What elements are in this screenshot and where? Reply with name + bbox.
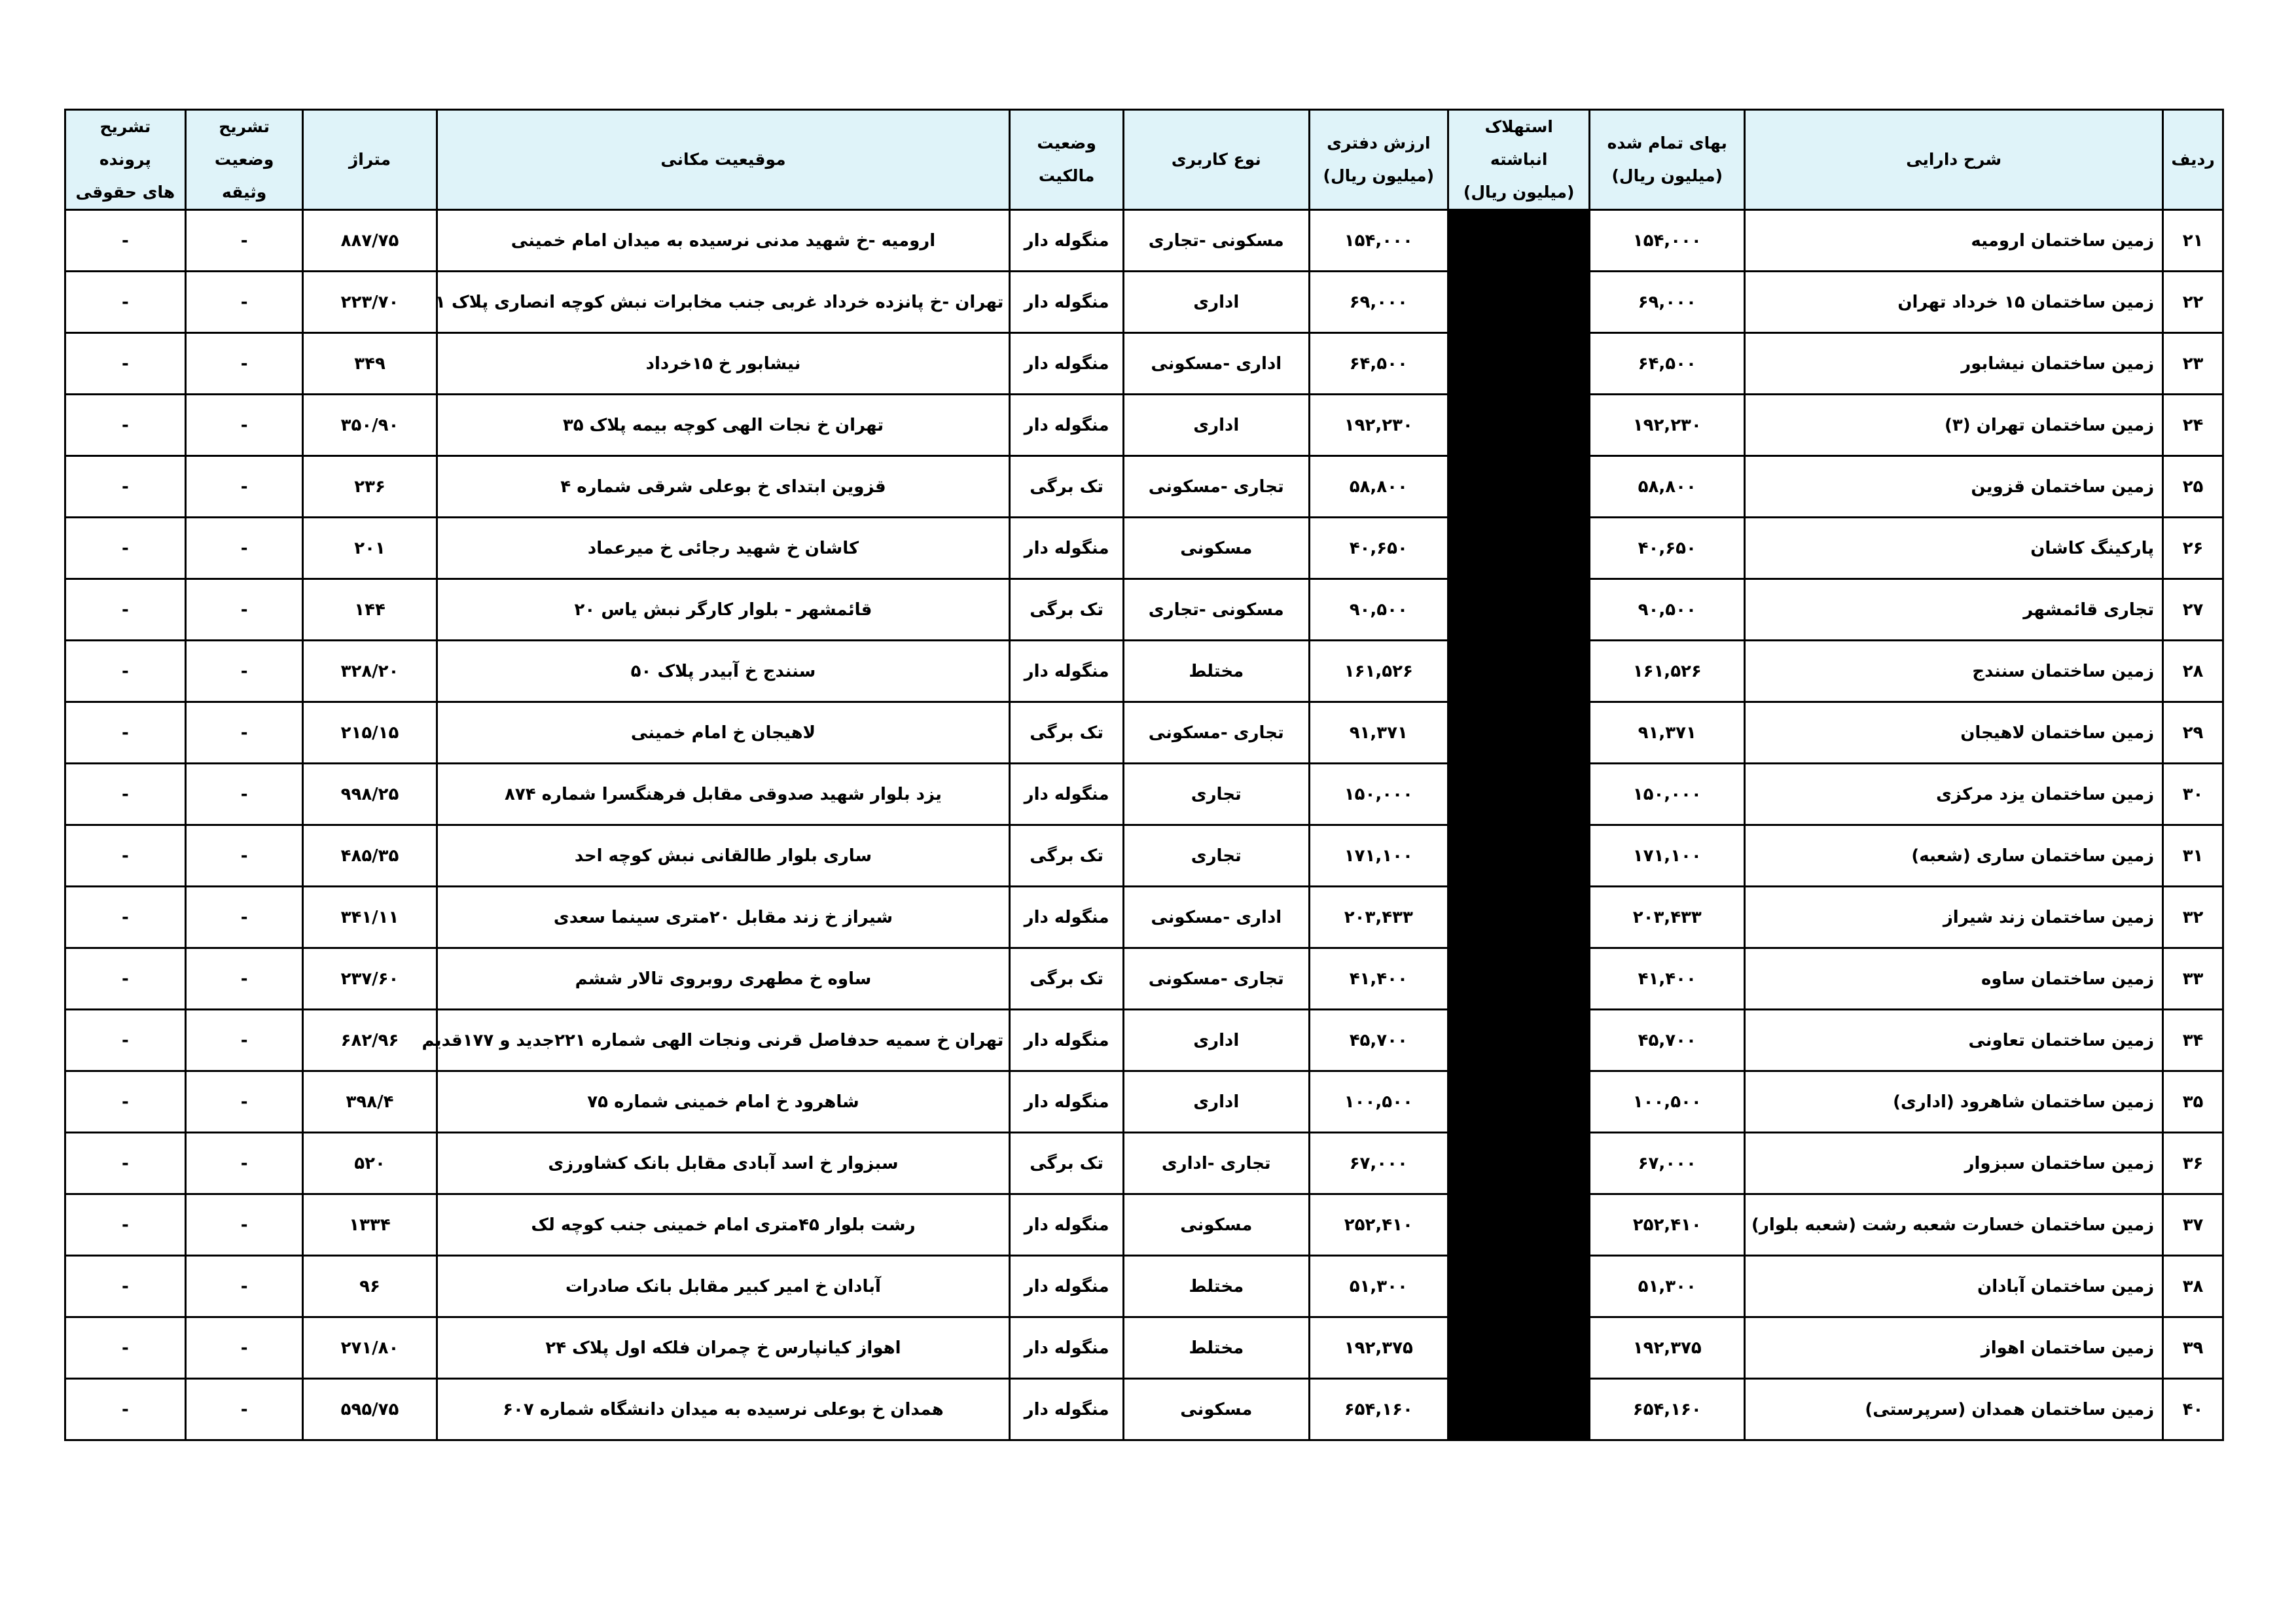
cell-usage: تجاری -مسکونی bbox=[1123, 702, 1309, 764]
cell-usage: مسکونی bbox=[1123, 1379, 1309, 1440]
cell-description: زمین ساختمان سنندج bbox=[1745, 641, 2163, 702]
cell-area: ۳۴۱/۱۱ bbox=[303, 887, 437, 948]
cell-usage: مسکونی -تجاری bbox=[1123, 579, 1309, 641]
cell-description: زمین ساختمان شاهرود (اداری) bbox=[1745, 1071, 2163, 1133]
table-row bbox=[65, 948, 2223, 1010]
cell-ownership: تک برگی bbox=[1010, 948, 1124, 1010]
cell-ownership: تک برگی bbox=[1010, 456, 1124, 518]
cell-description: زمین ساختمان سبزوار bbox=[1745, 1133, 2163, 1194]
cell-ownership: منگوله دار bbox=[1010, 1194, 1124, 1256]
cell-mortgage: - bbox=[185, 702, 303, 764]
table-row bbox=[65, 456, 2223, 518]
cell-cost: ۱۵۰,۰۰۰ bbox=[1590, 764, 1745, 825]
cell-legal: - bbox=[65, 518, 186, 579]
cell-area: ۹۹۸/۲۵ bbox=[303, 764, 437, 825]
cell-description: زمین ساختمان ارومیه bbox=[1745, 210, 2163, 272]
cell-usage: تجاری -اداری bbox=[1123, 1133, 1309, 1194]
cell-area: ۳۵۰/۹۰ bbox=[303, 395, 437, 456]
cell-row-number: ۳۹ bbox=[2163, 1317, 2223, 1379]
cell-area: ۲۳۶ bbox=[303, 456, 437, 518]
table-row bbox=[65, 272, 2223, 333]
cell-usage: اداری -مسکونی bbox=[1123, 333, 1309, 395]
cell-depreciation-redacted bbox=[1448, 825, 1589, 887]
cell-description: زمین ساختمان ۱۵ خرداد تهران bbox=[1745, 272, 2163, 333]
cell-row-number: ۲۸ bbox=[2163, 641, 2223, 702]
cell-description: زمین ساختمان زند شیراز bbox=[1745, 887, 2163, 948]
cell-location: تهران خ نجات الهی کوچه بیمه پلاک ۳۵ bbox=[437, 395, 1010, 456]
cell-book-value: ۴۱,۴۰۰ bbox=[1309, 948, 1448, 1010]
cell-ownership: منگوله دار bbox=[1010, 1379, 1124, 1440]
cell-depreciation-redacted bbox=[1448, 1010, 1589, 1071]
cell-area: ۵۲۰ bbox=[303, 1133, 437, 1194]
cell-cost: ۶۹,۰۰۰ bbox=[1590, 272, 1745, 333]
cell-location: یزد بلوار شهید صدوقی مقابل فرهنگسرا شماره ۸۷۴ bbox=[437, 764, 1010, 825]
cell-location: سنندج خ آبیدر پلاک ۵۰ bbox=[437, 641, 1010, 702]
cell-location: شاهرود خ امام خمینی شماره ۷۵ bbox=[437, 1071, 1010, 1133]
cell-legal: - bbox=[65, 764, 186, 825]
cell-mortgage: - bbox=[185, 948, 303, 1010]
cell-cost: ۲۵۲,۴۱۰ bbox=[1590, 1194, 1745, 1256]
cell-book-value: ۵۸,۸۰۰ bbox=[1309, 456, 1448, 518]
cell-depreciation-redacted bbox=[1448, 210, 1589, 272]
cell-row-number: ۲۳ bbox=[2163, 333, 2223, 395]
cell-mortgage: - bbox=[185, 887, 303, 948]
cell-area: ۲۰۱ bbox=[303, 518, 437, 579]
cell-depreciation-redacted bbox=[1448, 1379, 1589, 1440]
cell-usage: اداری bbox=[1123, 1071, 1309, 1133]
table-row bbox=[65, 579, 2223, 641]
cell-area: ۲۳۷/۶۰ bbox=[303, 948, 437, 1010]
cell-legal: - bbox=[65, 210, 186, 272]
cell-location: تهران -خ پانزده خرداد غربی جنب مخابرات نبش کوچه انصاری پلاک ۱ bbox=[437, 272, 1010, 333]
cell-legal: - bbox=[65, 1379, 186, 1440]
cell-row-number: ۲۴ bbox=[2163, 395, 2223, 456]
cell-description: پارکینگ کاشان bbox=[1745, 518, 2163, 579]
table-row bbox=[65, 1194, 2223, 1256]
table-row bbox=[65, 1379, 2223, 1440]
cell-ownership: منگوله دار bbox=[1010, 1317, 1124, 1379]
cell-book-value: ۵۱,۳۰۰ bbox=[1309, 1256, 1448, 1317]
cell-row-number: ۳۴ bbox=[2163, 1010, 2223, 1071]
table-row bbox=[65, 825, 2223, 887]
cell-mortgage: - bbox=[185, 1317, 303, 1379]
cell-book-value: ۱۵۴,۰۰۰ bbox=[1309, 210, 1448, 272]
header-location: موقیعیت مکانی bbox=[437, 110, 1010, 210]
cell-book-value: ۱۷۱,۱۰۰ bbox=[1309, 825, 1448, 887]
cell-usage: تجاری bbox=[1123, 825, 1309, 887]
cell-legal: - bbox=[65, 1194, 186, 1256]
cell-area: ۴۸۵/۳۵ bbox=[303, 825, 437, 887]
cell-mortgage: - bbox=[185, 210, 303, 272]
cell-usage: مختلط bbox=[1123, 1256, 1309, 1317]
cell-mortgage: - bbox=[185, 1256, 303, 1317]
cell-location: قزوین ابتدای خ بوعلی شرقی شماره ۴ bbox=[437, 456, 1010, 518]
table-row bbox=[65, 1010, 2223, 1071]
cell-description: زمین ساختمان تهران (۳) bbox=[1745, 395, 2163, 456]
cell-ownership: تک برگی bbox=[1010, 579, 1124, 641]
header-mortgage: تشریح وضعیت وثیقه bbox=[185, 110, 303, 210]
cell-ownership: منگوله دار bbox=[1010, 333, 1124, 395]
cell-location: قائمشهر - بلوار کارگر نبش یاس ۲۰ bbox=[437, 579, 1010, 641]
cell-usage: تجاری -مسکونی bbox=[1123, 456, 1309, 518]
asset-table bbox=[64, 109, 2224, 1441]
cell-mortgage: - bbox=[185, 1133, 303, 1194]
header-book-value: ارزش دفتری (میلیون ریال) bbox=[1309, 110, 1448, 210]
cell-depreciation-redacted bbox=[1448, 1194, 1589, 1256]
cell-row-number: ۳۵ bbox=[2163, 1071, 2223, 1133]
cell-row-number: ۳۶ bbox=[2163, 1133, 2223, 1194]
cell-usage: مختلط bbox=[1123, 1317, 1309, 1379]
cell-location: شیراز خ زند مقابل ۲۰متری سینما سعدی bbox=[437, 887, 1010, 948]
cell-row-number: ۳۸ bbox=[2163, 1256, 2223, 1317]
cell-mortgage: - bbox=[185, 641, 303, 702]
cell-area: ۱۴۴ bbox=[303, 579, 437, 641]
cell-usage: مسکونی bbox=[1123, 1194, 1309, 1256]
cell-usage: مختلط bbox=[1123, 641, 1309, 702]
cell-description: زمین ساختمان ساوه bbox=[1745, 948, 2163, 1010]
cell-area: ۵۹۵/۷۵ bbox=[303, 1379, 437, 1440]
cell-row-number: ۴۰ bbox=[2163, 1379, 2223, 1440]
cell-legal: - bbox=[65, 825, 186, 887]
cell-description: زمین ساختمان لاهیجان bbox=[1745, 702, 2163, 764]
cell-depreciation-redacted bbox=[1448, 1256, 1589, 1317]
cell-description: زمین ساختمان تعاونی bbox=[1745, 1010, 2163, 1071]
cell-area: ۶۸۲/۹۶ bbox=[303, 1010, 437, 1071]
cell-row-number: ۳۲ bbox=[2163, 887, 2223, 948]
cell-book-value: ۱۵۰,۰۰۰ bbox=[1309, 764, 1448, 825]
table-body bbox=[65, 210, 2223, 1440]
table-header bbox=[65, 110, 2223, 210]
cell-description: زمین ساختمان نیشابور bbox=[1745, 333, 2163, 395]
cell-book-value: ۱۹۲,۳۷۵ bbox=[1309, 1317, 1448, 1379]
cell-location: کاشان خ شهید رجائی خ میرعماد bbox=[437, 518, 1010, 579]
cell-row-number: ۲۲ bbox=[2163, 272, 2223, 333]
cell-depreciation-redacted bbox=[1448, 333, 1589, 395]
cell-legal: - bbox=[65, 333, 186, 395]
cell-cost: ۴۱,۴۰۰ bbox=[1590, 948, 1745, 1010]
cell-location: لاهیجان خ امام خمینی bbox=[437, 702, 1010, 764]
cell-book-value: ۴۰,۶۵۰ bbox=[1309, 518, 1448, 579]
cell-mortgage: - bbox=[185, 1010, 303, 1071]
cell-legal: - bbox=[65, 395, 186, 456]
cell-legal: - bbox=[65, 641, 186, 702]
cell-area: ۸۸۷/۷۵ bbox=[303, 210, 437, 272]
cell-usage: اداری -مسکونی bbox=[1123, 887, 1309, 948]
cell-book-value: ۲۵۲,۴۱۰ bbox=[1309, 1194, 1448, 1256]
table-row bbox=[65, 1133, 2223, 1194]
cell-cost: ۶۵۴,۱۶۰ bbox=[1590, 1379, 1745, 1440]
cell-cost: ۲۰۳,۴۳۳ bbox=[1590, 887, 1745, 948]
cell-cost: ۹۰,۵۰۰ bbox=[1590, 579, 1745, 641]
cell-legal: - bbox=[65, 1071, 186, 1133]
table-row bbox=[65, 1317, 2223, 1379]
header-usage: نوع کاربری bbox=[1123, 110, 1309, 210]
cell-ownership: منگوله دار bbox=[1010, 641, 1124, 702]
cell-depreciation-redacted bbox=[1448, 948, 1589, 1010]
cell-area: ۲۲۳/۷۰ bbox=[303, 272, 437, 333]
cell-depreciation-redacted bbox=[1448, 1071, 1589, 1133]
cell-cost: ۱۶۱,۵۲۶ bbox=[1590, 641, 1745, 702]
cell-book-value: ۱۹۲,۲۳۰ bbox=[1309, 395, 1448, 456]
cell-cost: ۶۴,۵۰۰ bbox=[1590, 333, 1745, 395]
header-legal: تشریح پرونده های حقوقی bbox=[65, 110, 186, 210]
cell-area: ۳۹۸/۴ bbox=[303, 1071, 437, 1133]
cell-area: ۹۶ bbox=[303, 1256, 437, 1317]
cell-description: زمین ساختمان اهواز bbox=[1745, 1317, 2163, 1379]
cell-cost: ۹۱,۳۷۱ bbox=[1590, 702, 1745, 764]
table-row bbox=[65, 887, 2223, 948]
cell-legal: - bbox=[65, 272, 186, 333]
cell-cost: ۵۸,۸۰۰ bbox=[1590, 456, 1745, 518]
cell-row-number: ۲۱ bbox=[2163, 210, 2223, 272]
cell-depreciation-redacted bbox=[1448, 456, 1589, 518]
cell-row-number: ۲۹ bbox=[2163, 702, 2223, 764]
cell-location: تهران خ سمیه حدفاصل قرنی ونجات الهی شماره ۲۲۱جدید و ۱۷۷قدیم bbox=[437, 1010, 1010, 1071]
cell-row-number: ۳۰ bbox=[2163, 764, 2223, 825]
header-cost: بهای تمام شده (میلیون ریال) bbox=[1590, 110, 1745, 210]
cell-book-value: ۴۵,۷۰۰ bbox=[1309, 1010, 1448, 1071]
cell-legal: - bbox=[65, 948, 186, 1010]
cell-mortgage: - bbox=[185, 272, 303, 333]
cell-depreciation-redacted bbox=[1448, 702, 1589, 764]
cell-cost: ۶۷,۰۰۰ bbox=[1590, 1133, 1745, 1194]
cell-location: نیشابور خ ۱۵خرداد bbox=[437, 333, 1010, 395]
cell-ownership: منگوله دار bbox=[1010, 887, 1124, 948]
table-row bbox=[65, 641, 2223, 702]
cell-legal: - bbox=[65, 1256, 186, 1317]
cell-location: ارومیه -خ شهید مدنی نرسیده به میدان امام خمینی bbox=[437, 210, 1010, 272]
cell-description: زمین ساختمان خسارت شعبه رشت (شعبه بلوار) bbox=[1745, 1194, 2163, 1256]
cell-ownership: منگوله دار bbox=[1010, 764, 1124, 825]
cell-area: ۳۴۹ bbox=[303, 333, 437, 395]
cell-depreciation-redacted bbox=[1448, 641, 1589, 702]
header-row-number: ردیف bbox=[2163, 110, 2223, 210]
table-row bbox=[65, 1256, 2223, 1317]
cell-area: ۲۱۵/۱۵ bbox=[303, 702, 437, 764]
header-description: شرح دارایی bbox=[1745, 110, 2163, 210]
table-row bbox=[65, 518, 2223, 579]
cell-mortgage: - bbox=[185, 1071, 303, 1133]
table-row bbox=[65, 702, 2223, 764]
cell-usage: اداری bbox=[1123, 1010, 1309, 1071]
cell-mortgage: - bbox=[185, 333, 303, 395]
cell-row-number: ۳۷ bbox=[2163, 1194, 2223, 1256]
cell-area: ۲۷۱/۸۰ bbox=[303, 1317, 437, 1379]
cell-location: رشت بلوار ۴۵متری امام خمینی جنب کوچه لک bbox=[437, 1194, 1010, 1256]
table-row bbox=[65, 395, 2223, 456]
cell-ownership: منگوله دار bbox=[1010, 1256, 1124, 1317]
cell-cost: ۱۷۱,۱۰۰ bbox=[1590, 825, 1745, 887]
cell-mortgage: - bbox=[185, 1194, 303, 1256]
cell-description: زمین ساختمان همدان (سرپرستی) bbox=[1745, 1379, 2163, 1440]
cell-depreciation-redacted bbox=[1448, 1317, 1589, 1379]
cell-usage: اداری bbox=[1123, 395, 1309, 456]
cell-cost: ۱۹۲,۲۳۰ bbox=[1590, 395, 1745, 456]
cell-usage: تجاری -مسکونی bbox=[1123, 948, 1309, 1010]
cell-row-number: ۲۶ bbox=[2163, 518, 2223, 579]
cell-mortgage: - bbox=[185, 579, 303, 641]
cell-depreciation-redacted bbox=[1448, 887, 1589, 948]
cell-ownership: منگوله دار bbox=[1010, 272, 1124, 333]
cell-cost: ۴۵,۷۰۰ bbox=[1590, 1010, 1745, 1071]
cell-row-number: ۲۵ bbox=[2163, 456, 2223, 518]
cell-legal: - bbox=[65, 1317, 186, 1379]
cell-mortgage: - bbox=[185, 456, 303, 518]
cell-mortgage: - bbox=[185, 825, 303, 887]
cell-depreciation-redacted bbox=[1448, 1133, 1589, 1194]
cell-location: سبزوار خ اسد آبادی مقابل بانک کشاورزی bbox=[437, 1133, 1010, 1194]
cell-row-number: ۲۷ bbox=[2163, 579, 2223, 641]
cell-legal: - bbox=[65, 1010, 186, 1071]
cell-ownership: منگوله دار bbox=[1010, 1071, 1124, 1133]
cell-book-value: ۶۵۴,۱۶۰ bbox=[1309, 1379, 1448, 1440]
cell-description: زمین ساختمان یزد مرکزی bbox=[1745, 764, 2163, 825]
cell-cost: ۱۰۰,۵۰۰ bbox=[1590, 1071, 1745, 1133]
cell-usage: تجاری bbox=[1123, 764, 1309, 825]
cell-legal: - bbox=[65, 887, 186, 948]
header-area: متراژ bbox=[303, 110, 437, 210]
table-row bbox=[65, 764, 2223, 825]
cell-usage: اداری bbox=[1123, 272, 1309, 333]
cell-book-value: ۱۰۰,۵۰۰ bbox=[1309, 1071, 1448, 1133]
cell-book-value: ۲۰۳,۴۳۳ bbox=[1309, 887, 1448, 948]
header-ownership: وضعیت مالکیت bbox=[1010, 110, 1124, 210]
cell-legal: - bbox=[65, 702, 186, 764]
cell-ownership: تک برگی bbox=[1010, 702, 1124, 764]
cell-mortgage: - bbox=[185, 518, 303, 579]
header-depreciation: استهلاک انباشته (میلیون ریال) bbox=[1448, 110, 1589, 210]
cell-area: ۳۲۸/۲۰ bbox=[303, 641, 437, 702]
cell-book-value: ۹۱,۳۷۱ bbox=[1309, 702, 1448, 764]
cell-ownership: منگوله دار bbox=[1010, 210, 1124, 272]
cell-book-value: ۹۰,۵۰۰ bbox=[1309, 579, 1448, 641]
cell-ownership: منگوله دار bbox=[1010, 1010, 1124, 1071]
cell-book-value: ۶۴,۵۰۰ bbox=[1309, 333, 1448, 395]
cell-cost: ۱۵۴,۰۰۰ bbox=[1590, 210, 1745, 272]
cell-location: ساوه خ مطهری روبروی تالار ششم bbox=[437, 948, 1010, 1010]
cell-depreciation-redacted bbox=[1448, 518, 1589, 579]
cell-description: زمین ساختمان ساری (شعبه) bbox=[1745, 825, 2163, 887]
cell-cost: ۱۹۲,۳۷۵ bbox=[1590, 1317, 1745, 1379]
cell-ownership: تک برگی bbox=[1010, 1133, 1124, 1194]
cell-legal: - bbox=[65, 579, 186, 641]
cell-row-number: ۳۱ bbox=[2163, 825, 2223, 887]
cell-mortgage: - bbox=[185, 395, 303, 456]
cell-depreciation-redacted bbox=[1448, 764, 1589, 825]
cell-book-value: ۶۹,۰۰۰ bbox=[1309, 272, 1448, 333]
cell-usage: مسکونی bbox=[1123, 518, 1309, 579]
cell-mortgage: - bbox=[185, 764, 303, 825]
cell-location: آبادان خ امیر کبیر مقابل بانک صادرات bbox=[437, 1256, 1010, 1317]
cell-ownership: منگوله دار bbox=[1010, 518, 1124, 579]
cell-depreciation-redacted bbox=[1448, 579, 1589, 641]
cell-book-value: ۱۶۱,۵۲۶ bbox=[1309, 641, 1448, 702]
cell-legal: - bbox=[65, 456, 186, 518]
cell-description: زمین ساختمان قزوین bbox=[1745, 456, 2163, 518]
cell-mortgage: - bbox=[185, 1379, 303, 1440]
cell-location: همدان خ بوعلی نرسیده به میدان دانشگاه شماره ۶۰۷ bbox=[437, 1379, 1010, 1440]
cell-area: ۱۳۳۴ bbox=[303, 1194, 437, 1256]
cell-location: اهواز کیانپارس خ چمران فلکه اول پلاک ۲۴ bbox=[437, 1317, 1010, 1379]
cell-legal: - bbox=[65, 1133, 186, 1194]
cell-depreciation-redacted bbox=[1448, 272, 1589, 333]
header-row bbox=[65, 110, 2223, 210]
cell-cost: ۴۰,۶۵۰ bbox=[1590, 518, 1745, 579]
cell-book-value: ۶۷,۰۰۰ bbox=[1309, 1133, 1448, 1194]
cell-cost: ۵۱,۳۰۰ bbox=[1590, 1256, 1745, 1317]
cell-row-number: ۳۳ bbox=[2163, 948, 2223, 1010]
cell-location: ساری بلوار طالقانی نبش کوچه احد bbox=[437, 825, 1010, 887]
cell-description: زمین ساختمان آبادان bbox=[1745, 1256, 2163, 1317]
cell-ownership: منگوله دار bbox=[1010, 395, 1124, 456]
table-row bbox=[65, 333, 2223, 395]
cell-depreciation-redacted bbox=[1448, 395, 1589, 456]
cell-ownership: تک برگی bbox=[1010, 825, 1124, 887]
cell-description: تجاری قائمشهر bbox=[1745, 579, 2163, 641]
table-row bbox=[65, 1071, 2223, 1133]
cell-usage: مسکونی -تجاری bbox=[1123, 210, 1309, 272]
table-row bbox=[65, 210, 2223, 272]
